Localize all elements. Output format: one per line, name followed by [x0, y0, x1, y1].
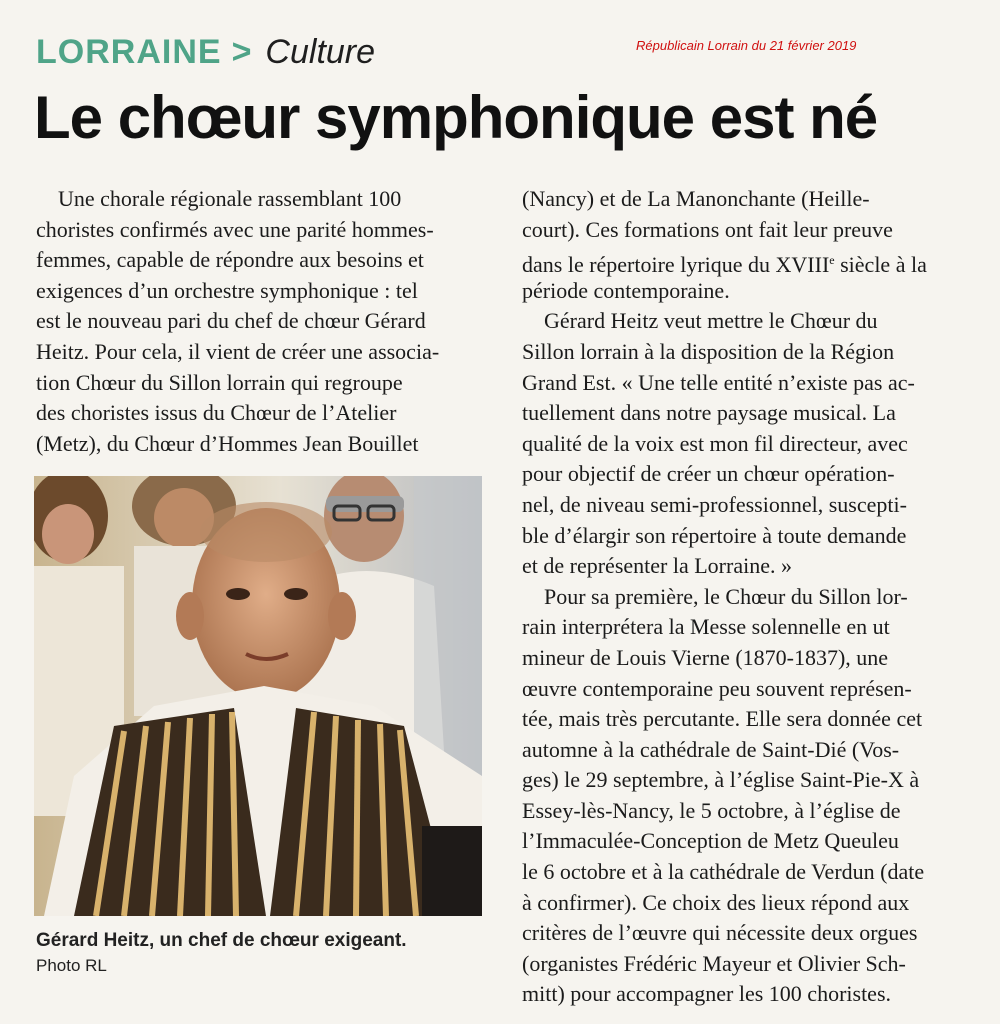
article-line: Sillon lorrain à la disposition de la Région: [522, 338, 895, 364]
article-line: Une chorale régionale rassemblant 100: [36, 186, 402, 211]
article-line: ges) le 29 septembre, à l’église Saint-Pie-X à: [522, 767, 920, 793]
article-line: des choristes issus du Chœur de l’Atelier: [36, 400, 397, 426]
article-line: mitt) pour accompagner les 100 choristes.: [522, 981, 892, 1007]
article-line: le 6 octobre et à la cathédrale de Verdun (date: [522, 859, 925, 885]
article-line: à confirmer). Ce choix des lieux répond aux: [522, 889, 910, 915]
century-superscript: e: [829, 253, 835, 268]
article-line: mineur de Louis Vierne (1870-1837), une: [522, 644, 889, 670]
article-line: œuvre contemporaine peu souvent représen-: [522, 675, 912, 701]
article-line: Gérard Heitz veut mettre le Chœur du: [522, 308, 878, 334]
article-photo: [34, 476, 482, 916]
article-line: automne à la cathédrale de Saint-Dié (Vos-: [522, 736, 900, 762]
article-line-tail: siècle à la: [834, 252, 927, 278]
article-line: est le nouveau pari du chef de chœur Gérard: [36, 308, 426, 334]
article-line: (organistes Frédéric Mayeur et Olivier Sch-: [522, 950, 906, 976]
article-line: Grand Est. « Une telle entité n’existe pas ac-: [522, 369, 915, 395]
article-line: (Nancy) et de La Manonchante (Heille-: [522, 186, 870, 211]
article-line: Pour sa première, le Chœur du Sillon lor-: [522, 583, 908, 609]
article-line: femmes, capable de répondre aux besoins et: [36, 247, 424, 273]
photo-caption: [36, 928, 407, 978]
article-line-head: dans le répertoire lyrique du XVIII: [522, 252, 830, 278]
article-line: période contemporaine.: [522, 277, 730, 303]
article-line: court). Ces formations ont fait leur preuve: [522, 216, 893, 242]
article-line: nel, de niveau semi-professionnel, suscepti-: [522, 491, 907, 517]
article-line: Heitz. Pour cela, il vient de créer une associa-: [36, 338, 440, 364]
caption-title: Gérard Heitz, un chef de chœur exigeant.: [36, 930, 407, 951]
headline: Le chœur symphonique est né: [34, 84, 878, 151]
article-line: choristes confirmés avec une parité hommes-: [36, 216, 434, 242]
rubric-arrow-icon: >: [231, 33, 252, 71]
section-rubric: [36, 30, 375, 74]
article-line: et de représenter la Lorraine. »: [522, 553, 792, 579]
article-line: l’Immaculée-Conception de Metz Queuleu: [522, 828, 899, 854]
article-column-left: [36, 184, 486, 459]
article-line: exigences d’un orchestre symphonique : tel: [36, 277, 418, 303]
article-line: qualité de la voix est mon fil directeur, avec: [522, 430, 908, 456]
article-line: critères de l’œuvre qui nécessite deux orgues: [522, 920, 918, 946]
article-line: tée, mais très percutante. Elle sera donnée cet: [522, 706, 923, 732]
article-line: tion Chœur du Sillon lorrain qui regroupe: [36, 369, 403, 395]
article-column-right: [522, 184, 974, 1010]
article-line: Essey-lès-Nancy, le 5 octobre, à l’église de: [522, 797, 901, 823]
article-line: tuellement dans notre paysage musical. La: [522, 400, 896, 426]
article-line: [522, 245, 974, 276]
section-label: Culture: [265, 33, 376, 71]
source-note: Républicain Lorrain du 21 février 2019: [636, 38, 857, 53]
article-line: rain interprétera la Messe solennelle en ut: [522, 614, 890, 640]
article-line: pour objectif de créer un chœur opération-: [522, 461, 895, 487]
article-line: ble d’élargir son répertoire à toute demande: [522, 522, 907, 548]
photo-credit: Photo RL: [36, 956, 107, 975]
article-line: (Metz), du Chœur d’Hommes Jean Bouillet: [36, 430, 419, 456]
region-label: LORRAINE: [36, 33, 222, 71]
